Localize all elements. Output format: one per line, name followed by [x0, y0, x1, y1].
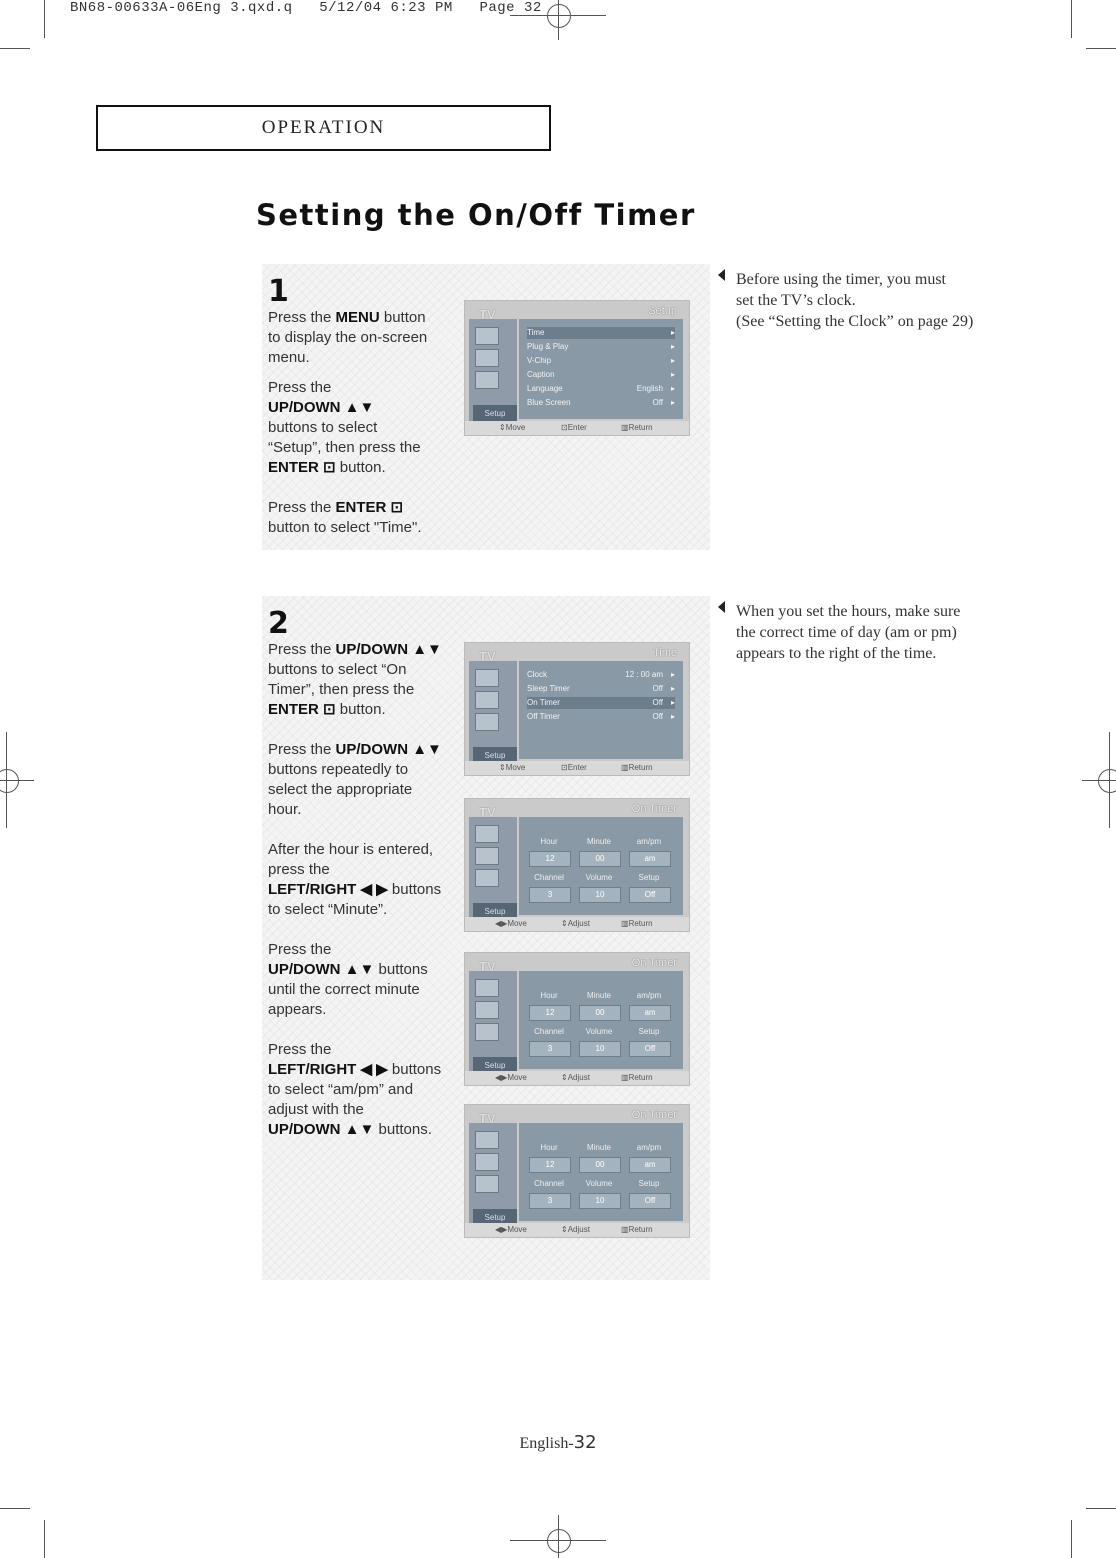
ampm-field: am [629, 1157, 671, 1173]
step-2-instruction-3: After the hour is entered, press the LEFT/RIGHT ◀ ▶ buttons to select “Minute”. [268, 841, 442, 918]
minute-field: 00 [579, 1157, 621, 1173]
footer-adjust-label: ⇕ Adjust [561, 1073, 590, 1082]
field-label: Hour [540, 991, 558, 1000]
registration-mark [1098, 769, 1116, 793]
sound-icon [475, 349, 499, 367]
channel-icon [475, 1023, 499, 1041]
page-number: 32 [573, 1432, 597, 1453]
hour-field: 12 [529, 1005, 571, 1021]
time-menu-screen [464, 642, 690, 776]
field-label: Hour [540, 1143, 558, 1152]
screen-footer [465, 761, 689, 775]
screen-footer [465, 421, 689, 435]
volume-field: 10 [579, 887, 621, 903]
crop-mark [0, 1508, 30, 1509]
menu-item-clock: Clock 12 : 00 am ▸ [527, 670, 675, 679]
menu-title: On Timer [631, 803, 677, 815]
footer-enter-label: ⊡ Enter [561, 763, 587, 772]
print-slug: BN68-00633A-06Eng 3.qxd.q 5/12/04 6:23 PM Page 32 [70, 0, 542, 16]
registration-mark [0, 769, 19, 793]
step-2-number: 2 [268, 606, 289, 641]
footer-return-label: ▥ Return [621, 919, 653, 928]
channel-field: 3 [529, 1041, 571, 1057]
menu-item-off-timer: Off Timer Off ▸ [527, 712, 675, 721]
field-label: Channel [534, 1027, 564, 1036]
sound-icon [475, 1001, 499, 1019]
footer-move-label: ◀▶ Move [495, 1073, 527, 1082]
tv-logo: TV [479, 649, 496, 664]
setup-field: Off [629, 1193, 671, 1209]
field-label: Volume [585, 873, 613, 882]
sound-icon [475, 847, 499, 865]
footer-return-label: ▥ Return [621, 1225, 653, 1234]
crop-mark [1086, 1508, 1116, 1509]
screen-sidebar [469, 817, 517, 921]
menu-item-on-timer: On Timer Off ▸ [527, 698, 675, 707]
crop-mark [1086, 48, 1116, 49]
screen-sidebar [469, 1123, 517, 1227]
menu-item-blue-screen: Blue Screen Off ▸ [527, 398, 675, 407]
menu-title: Setup [648, 305, 677, 317]
crop-mark [1071, 1520, 1072, 1558]
step-1-number: 1 [268, 274, 289, 309]
ampm-field: am [629, 1005, 671, 1021]
screen-footer [465, 1223, 689, 1237]
menu-area [519, 817, 683, 915]
footer-adjust-label: ⇕ Adjust [561, 919, 590, 928]
field-label: Channel [534, 873, 564, 882]
setup-menu-screen [464, 300, 690, 436]
setup-field: Off [629, 887, 671, 903]
field-label: Minute [586, 991, 611, 1000]
menu-item-plug-play: Plug & Play ▸ [527, 342, 675, 351]
field-label: am/pm [636, 991, 662, 1000]
field-label: Minute [586, 837, 611, 846]
volume-field: 10 [579, 1041, 621, 1057]
volume-field: 10 [579, 1193, 621, 1209]
footer-adjust-label: ⇕ Adjust [561, 1225, 590, 1234]
setup-icon: Setup [473, 1209, 517, 1227]
step-1-instruction-3: Press the ENTER ⊡ button to select "Time". [268, 499, 422, 536]
setup-field: Off [629, 1041, 671, 1057]
registration-mark [547, 4, 571, 28]
crop-mark [0, 48, 30, 49]
footer-move-label: ⇕ Move [499, 763, 526, 772]
menu-item-time: Time ▸ [527, 328, 675, 337]
tv-logo: TV [479, 307, 496, 322]
menu-area [519, 661, 683, 759]
footer-move-label: ⇕ Move [499, 423, 526, 432]
tv-logo: TV [479, 805, 496, 820]
step-2-instruction-2: Press the UP/DOWN ▲▼ buttons repeatedly to select the appropriate hour. [268, 741, 442, 818]
crop-mark [1071, 0, 1072, 38]
tv-logo: TV [479, 1111, 496, 1126]
section-header: OPERATION [261, 117, 386, 138]
step-2-instruction-1: Press the UP/DOWN ▲▼ buttons to select “On Timer”, then press the ENTER ⊡ button. [268, 641, 442, 718]
picture-icon [475, 979, 499, 997]
footer-enter-label: ⊡ Enter [561, 423, 587, 432]
step-2-instruction-5: Press the LEFT/RIGHT ◀ ▶ buttons to select “am/pm” and adjust with the UP/DOWN ▲▼ buttons. [268, 1041, 442, 1138]
picture-icon [475, 327, 499, 345]
menu-item-v-chip: V-Chip ▸ [527, 356, 675, 365]
menu-item-language: Language English ▸ [527, 384, 675, 393]
note-hours-ampm: When you set the hours, make sure the correct time of day (am or pm) appears to the right of the time. [736, 603, 961, 662]
setup-icon: Setup [473, 1057, 517, 1075]
note-arrow-icon [718, 269, 725, 281]
field-label: Volume [585, 1027, 613, 1036]
menu-area [519, 1123, 683, 1221]
footer-return-label: ▥ Return [621, 423, 653, 432]
minute-field: 00 [579, 1005, 621, 1021]
footer-move-label: ◀▶ Move [495, 1225, 527, 1234]
field-label: Setup [638, 1179, 660, 1188]
step-1-instruction-1: Press the MENU button to display the on-screen menu. [268, 309, 428, 366]
sound-icon [475, 1153, 499, 1171]
screen-footer [465, 917, 689, 931]
menu-area [519, 319, 683, 419]
field-label: Channel [534, 1179, 564, 1188]
channel-icon [475, 869, 499, 887]
setup-icon: Setup [473, 903, 517, 921]
channel-field: 3 [529, 887, 571, 903]
field-label: Setup [638, 873, 660, 882]
field-label: Hour [540, 837, 558, 846]
on-timer-screen-ampm [464, 1104, 690, 1238]
crop-mark [44, 0, 45, 38]
setup-icon: Setup [473, 405, 517, 423]
step-1-instruction-2: Press the UP/DOWN ▲▼ buttons to select “Setup”, then press the ENTER ⊡ button. [268, 379, 421, 476]
minute-field: 00 [579, 851, 621, 867]
menu-title: On Timer [631, 1109, 677, 1121]
on-timer-screen-hour [464, 798, 690, 932]
screen-sidebar [469, 661, 517, 765]
crop-mark [44, 1520, 45, 1558]
picture-icon [475, 825, 499, 843]
screen-sidebar [469, 319, 517, 423]
sound-icon [475, 691, 499, 709]
screen-footer [465, 1071, 689, 1085]
tv-logo: TV [479, 959, 496, 974]
footer-return-label: ▥ Return [621, 763, 653, 772]
page-footer: English-32 [519, 1432, 597, 1453]
menu-item-caption: Caption ▸ [527, 370, 675, 379]
channel-icon [475, 371, 499, 389]
step-2-instruction-4: Press the UP/DOWN ▲▼ buttons until the correct minute appears. [268, 941, 428, 1018]
picture-icon [475, 669, 499, 687]
footer-move-label: ◀▶ Move [495, 919, 527, 928]
ampm-field: am [629, 851, 671, 867]
field-label: am/pm [636, 837, 662, 846]
channel-icon [475, 713, 499, 731]
note-set-clock: Before using the timer, you must set the TV’s clock. (See “Setting the Clock” on page 29) [736, 271, 974, 330]
menu-item-sleep-timer: Sleep Timer Off ▸ [527, 684, 675, 693]
footer-return-label: ▥ Return [621, 1073, 653, 1082]
menu-title: On Timer [631, 957, 677, 969]
hour-field: 12 [529, 1157, 571, 1173]
field-label: Setup [638, 1027, 660, 1036]
picture-icon [475, 1131, 499, 1149]
on-timer-screen-minute [464, 952, 690, 1086]
channel-icon [475, 1175, 499, 1193]
menu-title: Time [652, 647, 677, 659]
menu-area [519, 971, 683, 1069]
field-label: am/pm [636, 1143, 662, 1152]
field-label: Minute [586, 1143, 611, 1152]
setup-icon: Setup [473, 747, 517, 765]
registration-mark [547, 1529, 571, 1553]
screen-sidebar [469, 971, 517, 1075]
page-title: Setting the On/Off Timer [256, 198, 696, 232]
hour-field: 12 [529, 851, 571, 867]
channel-field: 3 [529, 1193, 571, 1209]
note-arrow-icon [718, 601, 725, 613]
field-label: Volume [585, 1179, 613, 1188]
